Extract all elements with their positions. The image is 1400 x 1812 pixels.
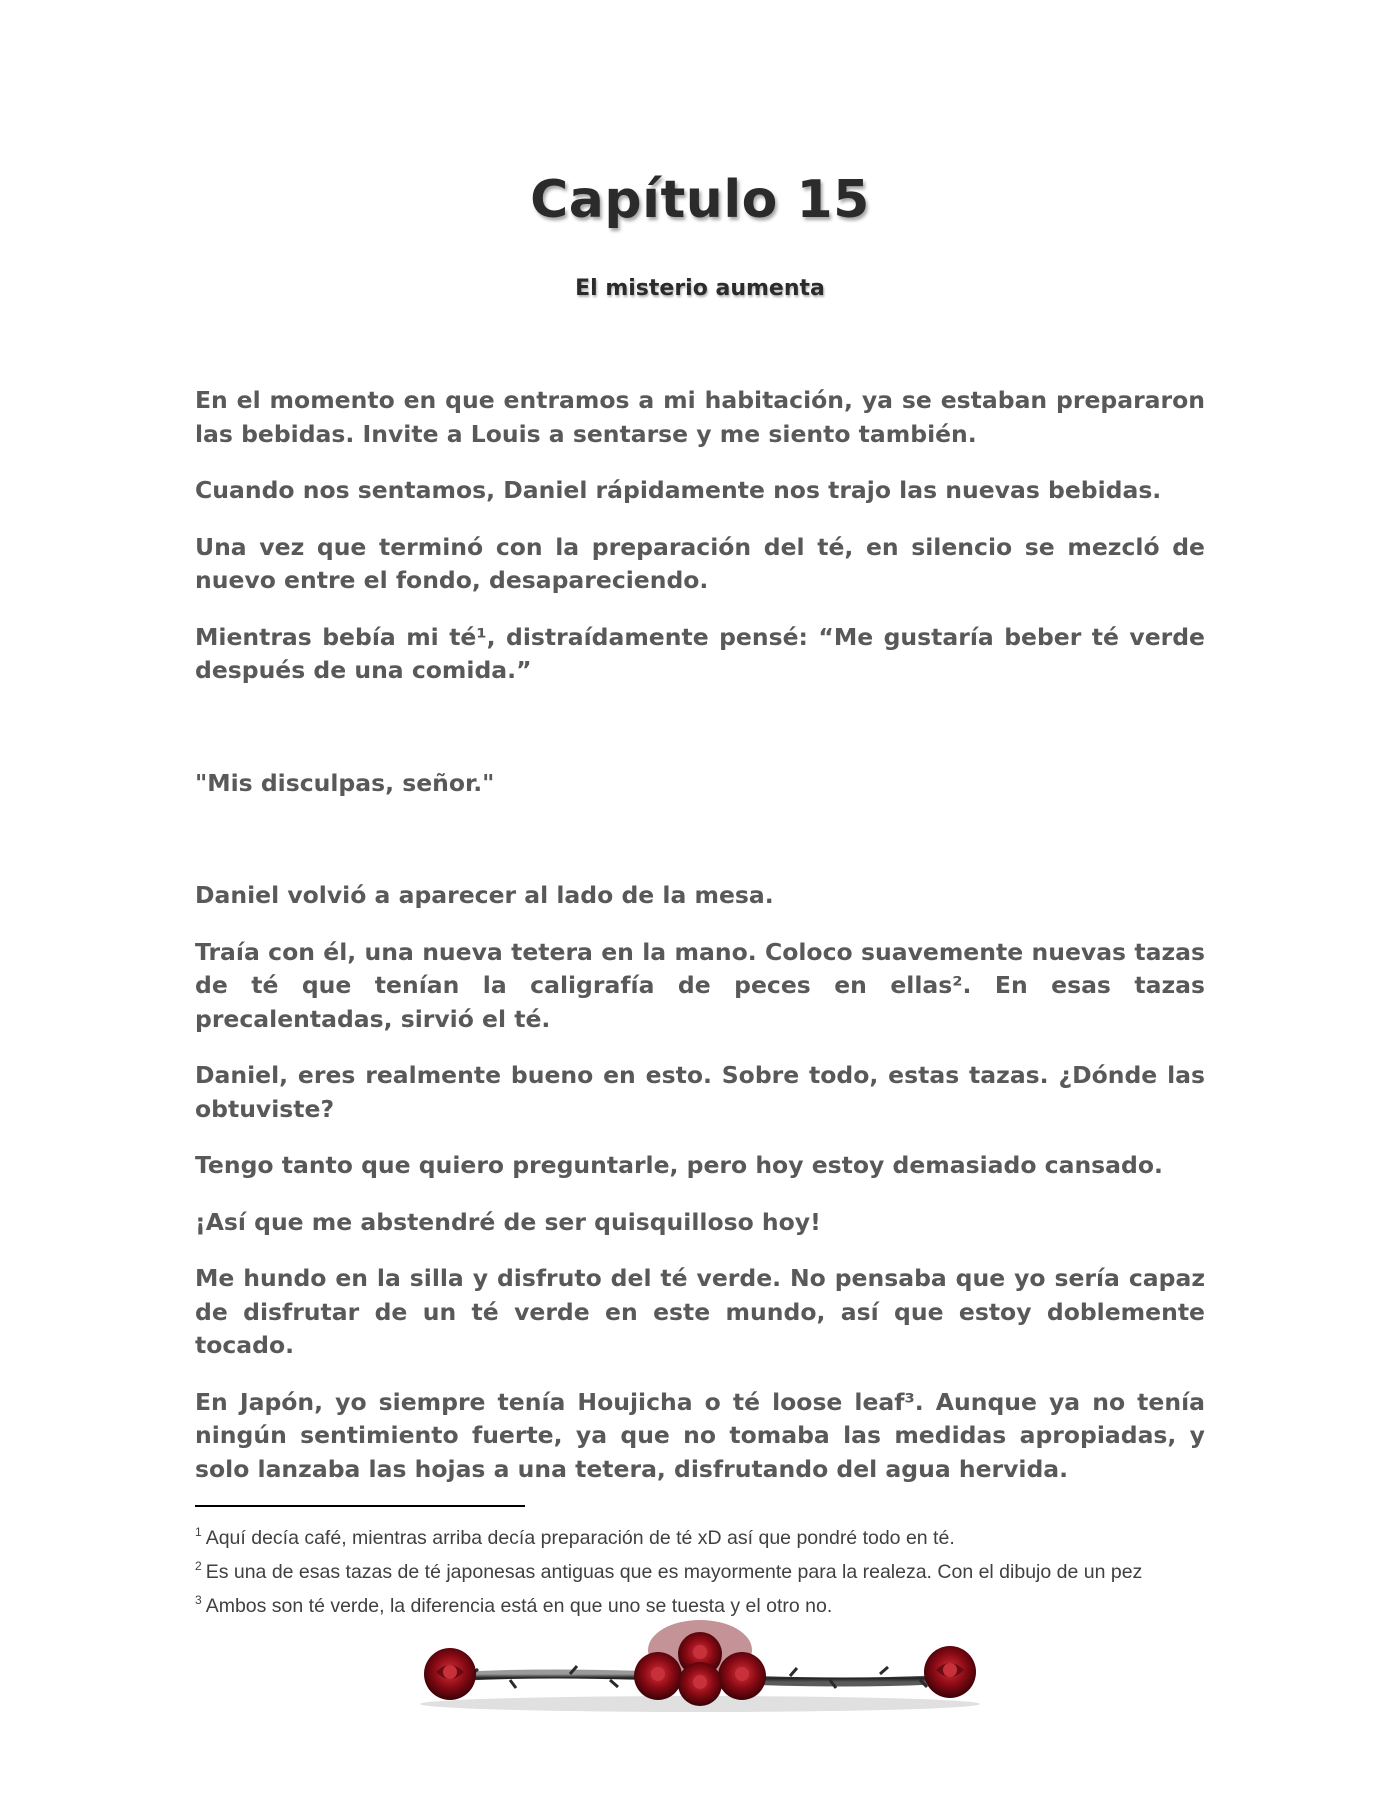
chapter-title: Capítulo 15 bbox=[530, 170, 870, 230]
footnotes bbox=[195, 1518, 1205, 1620]
footnote-marker: 3 bbox=[195, 1593, 202, 1607]
body-text bbox=[195, 384, 1205, 1486]
footnote-text: Es una de esas tazas de té japonesas antiguas que es mayormente para la realeza. Con el dibujo de un pez bbox=[205, 1561, 1143, 1583]
paragraph: Tengo tanto que quiero preguntarle, pero hoy estoy demasiado cansado. bbox=[195, 1151, 1163, 1179]
rose-icon bbox=[678, 1662, 722, 1706]
rose-icon bbox=[424, 1648, 476, 1700]
rose-icon bbox=[718, 1652, 766, 1700]
paragraph: Traía con él, una nueva tetera en la mano. Coloco suavemente nuevas tazas de té que tenían la caligrafía de peces en ellas². En esas tazas precalentadas, sirvió el té. bbox=[195, 937, 1205, 1033]
paragraph: En Japón, yo siempre tenía Houjicha o té loose leaf³. Aunque ya no tenía ningún sentimiento fuerte, ya que no tomaba las medidas apropiadas, y solo lanzaba las hojas a una tetera, disfrutando del agua hervida. bbox=[195, 1387, 1205, 1483]
paragraph: Daniel volvió a aparecer al lado de la mesa. bbox=[195, 881, 774, 909]
footnote bbox=[195, 1518, 1205, 1552]
paragraph: Una vez que terminó con la preparación del té, en silencio se mezcló de nuevo entre el fondo, desapareciendo. bbox=[195, 532, 1205, 594]
chapter-subtitle: El misterio aumenta bbox=[575, 276, 825, 301]
paragraph-dialogue: "Mis disculpas, señor." bbox=[195, 768, 495, 797]
footnote-separator bbox=[195, 1505, 525, 1507]
rose-icon bbox=[634, 1652, 682, 1700]
footnote bbox=[195, 1552, 1205, 1586]
footnote-text: Aquí decía café, mientras arriba decía preparación de té xD así que pondré todo en té. bbox=[205, 1527, 955, 1549]
rose-icon bbox=[924, 1646, 976, 1698]
paragraph: Cuando nos sentamos, Daniel rápidamente nos trajo las nuevas bebidas. bbox=[195, 476, 1162, 504]
paragraph: ¡Así que me abstendré de ser quisquilloso hoy! bbox=[195, 1207, 821, 1236]
rose-vine-divider-icon bbox=[400, 1612, 1000, 1722]
paragraph: En el momento en que entramos a mi habitación, ya se estaban prepararon las bebidas. Invite a Louis a sentarse y me siento también. bbox=[195, 386, 1205, 448]
footnote-marker: 2 bbox=[195, 1559, 202, 1573]
paragraph: Daniel, eres realmente bueno en esto. Sobre todo, estas tazas. ¿Dónde las obtuviste? bbox=[195, 1061, 1205, 1123]
footnote-marker: 1 bbox=[195, 1525, 202, 1539]
footnote-text: Ambos son té verde, la diferencia está en que uno se tuesta y el otro no. bbox=[205, 1595, 833, 1617]
paragraph: Mientras bebía mi té¹, distraídamente pensé: “Me gustaría beber té verde después de una comida.” bbox=[195, 622, 1205, 684]
paragraph: Me hundo en la silla y disfruto del té verde. No pensaba que yo sería capaz de disfrutar de un té verde en este mundo, así que estoy doblemente tocado. bbox=[195, 1264, 1205, 1359]
